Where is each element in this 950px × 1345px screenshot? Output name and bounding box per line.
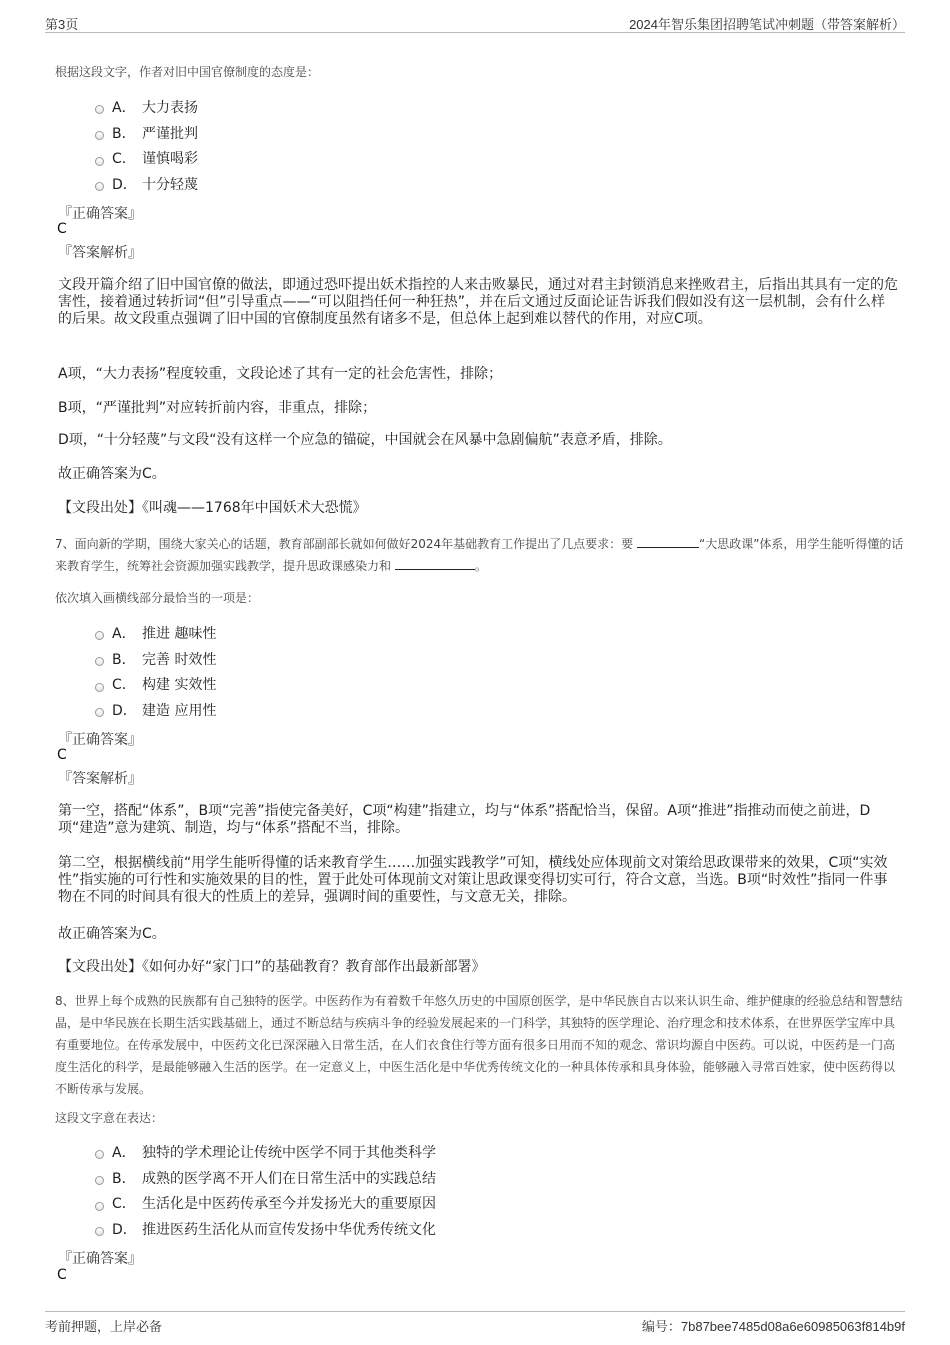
q8-options — [95, 1139, 436, 1242]
option-text: 生活化是中医药传承至今并发扬光大的重要原因 — [142, 1196, 436, 1213]
q7-option-c[interactable]: C． 构建 实效性 — [95, 671, 216, 697]
q7-question: 7、面向新的学期，围绕大家关心的话题，教育部副部长就如何做好2024年基础教育工作提出了几点要求：要 “大思政课”体系，用学生能听得懂的话来教育学生，统筹社会资源加强实践教学，提升思政课感染力和 。 — [55, 537, 904, 573]
q8-option-c[interactable]: C． 生活化是中医药传承至今并发扬光大的重要原因 — [95, 1190, 436, 1216]
q8-option-b[interactable]: B． 成熟的医学离不开人们在日常生活中的实践总结 — [95, 1165, 436, 1191]
q7-analysis-para-2: 第二空，根据横线前“用学生能听得懂的话来教育学生……加强实践教学”可知，横线处应体现前文对策给思政课带来的效果，C项“实效性”指实施的可行性和实施效果的目的性，置于此处可体现前文对策让思政课变得切实可行，符合文意，当选。B项“时效性”指同一件事物在不同的时间具有很大的性质上的差异，强调时间的重要性，与文意无关，排除。 — [58, 855, 888, 905]
q6-option-b[interactable]: B． 严谨批判 — [95, 120, 198, 146]
radio-icon[interactable] — [95, 1150, 104, 1159]
option-text: 独特的学术理论让传统中医学不同于其他类科学 — [142, 1144, 436, 1161]
q6-options — [95, 94, 198, 197]
q6-analysis-para-5: 故正确答案为C。 — [58, 466, 166, 482]
q6-analysis-label: 『答案解析』 — [58, 245, 142, 261]
radio-icon[interactable] — [95, 105, 104, 114]
q7-analysis-para-3: 故正确答案为C。 — [58, 926, 166, 942]
option-text: 十分轻蔑 — [142, 176, 198, 193]
radio-icon[interactable] — [95, 157, 104, 166]
option-text: 推进 趣味性 — [142, 625, 217, 642]
q6-source: 【文段出处】《叫魂——1768年中国妖术大恐慌》 — [58, 500, 367, 516]
option-text: 完善 时效性 — [142, 651, 217, 668]
option-text: 严谨批判 — [142, 125, 198, 142]
radio-icon[interactable] — [95, 657, 104, 666]
footer-slogan: 考前押题，上岸必备 — [45, 1319, 163, 1334]
radio-icon[interactable] — [95, 1202, 104, 1211]
radio-icon[interactable] — [95, 1176, 104, 1185]
q7-source: 【文段出处】《如何办好“家门口”的基础教育？教育部作出最新部署》 — [58, 959, 486, 975]
option-text: 成熟的医学离不开人们在日常生活中的实践总结 — [142, 1170, 436, 1187]
q8-correct-label: 『正确答案』 — [58, 1251, 142, 1267]
q6-option-c[interactable]: C． 谨慎喝彩 — [95, 145, 198, 171]
radio-icon[interactable] — [95, 708, 104, 717]
q7-options — [95, 620, 216, 723]
radio-icon[interactable] — [95, 631, 104, 640]
q7-correct-label: 『正确答案』 — [58, 732, 142, 748]
q8-question: 8、世界上每个成熟的民族都有自己独特的医学。中医药作为有着数千年悠久历史的中国原创医学，是中华民族自古以来认识生命、维护健康的经验总结和智慧结晶，是中华民族在长期生活实践基础上，通过不断总结与疾病斗争的经验发展起来的一门科学，其独特的医学理论、治疗理念和技术体系，在世界医学宝库中具有重要地位。在传承发展中，中医药文化已深深融入日常生活，在人们衣食住行等方面有很多日用而不知的观念、常识均源自中医药。可以说，中医药是一门高度生活化的科学，是最能够融入生活的医学。在一定意义上，中医生活化是中华优秀传统文化的一种具体传承和具身体验，能够融入寻常百姓家，使中医药得以不断传承与发展。 — [55, 994, 903, 1096]
radio-icon[interactable] — [95, 683, 104, 692]
q7-correct-answer: C — [57, 747, 67, 763]
q7-option-a[interactable]: A． 推进 趣味性 — [95, 620, 216, 646]
q6-correct-label: 『正确答案』 — [58, 206, 142, 222]
q6-option-a[interactable]: A． 大力表扬 — [95, 94, 198, 120]
option-text: 谨慎喝彩 — [142, 151, 198, 168]
option-text: 推进医药生活化从而宣传发扬中华优秀传统文化 — [142, 1221, 436, 1238]
q6-analysis-para-3: B项，“严谨批判”对应转折前内容，非重点，排除； — [58, 400, 377, 416]
option-text: 大力表扬 — [142, 99, 198, 116]
page-number: 第3页 — [45, 17, 79, 32]
q8-prompt: 这段文字意在表达： — [55, 1111, 164, 1125]
q6-analysis-para-1: 文段开篇介绍了旧中国官僚的做法，即通过恐吓提出妖术指控的人来击败暴民，通过对君主封锁消息来挫败君主，后指出其具有一定的危害性，接着通过转折词“但”引导重点——“可以阻挡任何一种狂热”，并在后文通过反面论证告诉我们假如没有这一层机制，会有什么样的后果。故文段重点强调了旧中国的官僚制度虽然有诸多不是，但总体上起到难以替代的作用，对应C项。 — [58, 277, 898, 327]
q7-analysis-label: 『答案解析』 — [58, 771, 142, 787]
radio-icon[interactable] — [95, 182, 104, 191]
q7-prompt: 依次填入画横线部分最恰当的一项是： — [55, 591, 260, 605]
blank-1 — [637, 547, 699, 548]
q8-option-d[interactable]: D． 推进医药生活化从而宣传发扬中华优秀传统文化 — [95, 1216, 436, 1242]
option-text: 构建 实效性 — [142, 677, 217, 694]
radio-icon[interactable] — [95, 131, 104, 140]
page-footer — [45, 1311, 905, 1336]
q7-option-b[interactable]: B． 完善 时效性 — [95, 646, 216, 672]
radio-icon[interactable] — [95, 1227, 104, 1236]
q6-analysis-para-4: D项，“十分轻蔑”与文段“没有这样一个应急的锚碇，中国就会在风暴中急剧偏航”表意矛盾，排除。 — [58, 432, 672, 448]
blank-2 — [395, 569, 475, 570]
option-text: 建造 应用性 — [142, 702, 217, 719]
page-header — [45, 10, 905, 33]
q6-analysis-para-2: A项，“大力表扬”程度较重，文段论述了其有一定的社会危害性，排除； — [58, 366, 503, 382]
q7-analysis-para-1: 第一空，搭配“体系”，B项“完善”指使完备美好，C项“构建”指建立，均与“体系”搭配恰当，保留。A项“推进”指推动而使之前进，D项“建造”意为建筑、制造，均与“体系”搭配不当，排除。 — [58, 803, 871, 836]
document-serial: 编号：7b87bee7485d08a6e60985063f814b9f — [641, 1319, 905, 1334]
q6-prompt: 根据这段文字，作者对旧中国官僚制度的态度是： — [55, 65, 320, 79]
q7-option-d[interactable]: D． 建造 应用性 — [95, 697, 216, 723]
q6-correct-answer: C — [57, 221, 67, 237]
q8-correct-answer: C — [57, 1267, 67, 1283]
document-title: 2024年智乐集团招聘笔试冲刺题（带答案解析） — [629, 17, 905, 32]
q8-option-a[interactable]: A． 独特的学术理论让传统中医学不同于其他类科学 — [95, 1139, 436, 1165]
q6-option-d[interactable]: D． 十分轻蔑 — [95, 171, 198, 197]
